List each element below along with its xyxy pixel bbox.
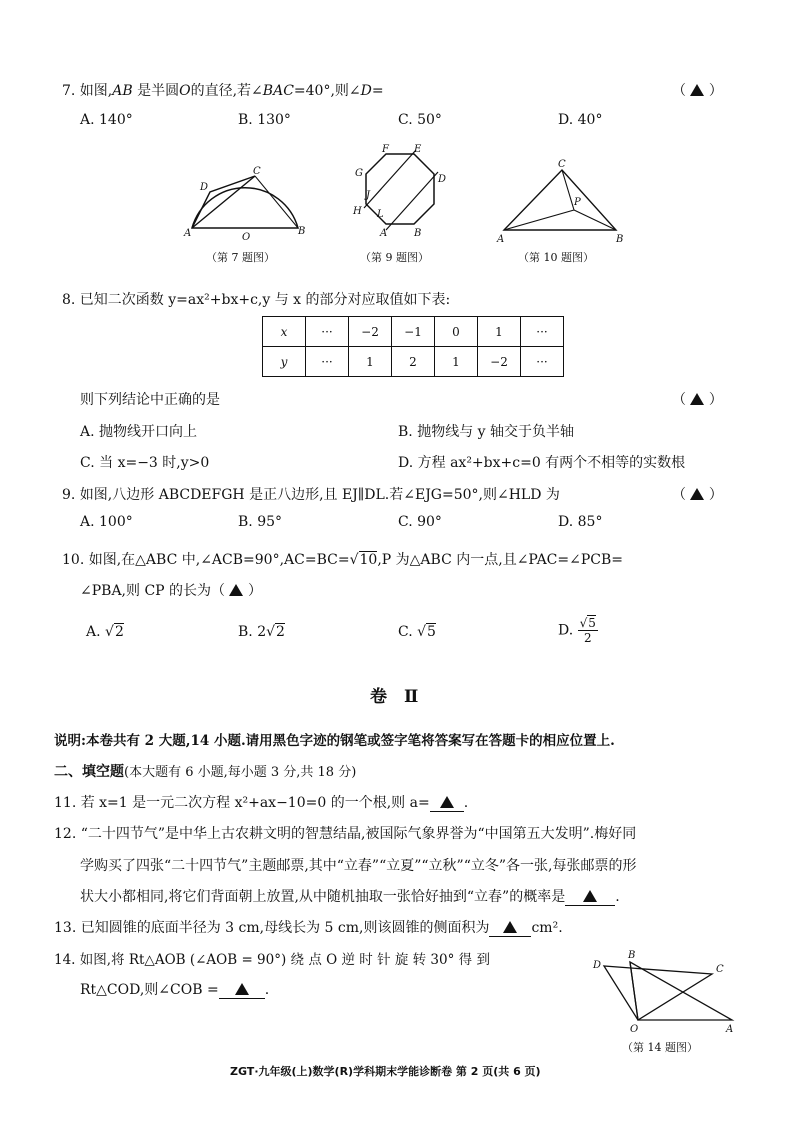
fig7-label-d: D	[200, 182, 209, 193]
table-row	[263, 347, 564, 377]
fig9-label-l: L	[377, 209, 384, 220]
table-cell: ···	[521, 317, 564, 347]
part2-note: 说明:本卷共有 2 大题,14 小题.请用黑色字迹的钢笔或签字笔将答案写在答题卡的相应位置上.	[54, 733, 615, 749]
q8-option-b: B. 抛物线与 y 轴交于负半轴	[398, 424, 574, 440]
table-cell: 1	[349, 347, 392, 377]
q9-option-d: D. 85°	[558, 514, 603, 530]
q10-option-d: D. $\frac{√5}{2}$	[558, 616, 596, 645]
table-cell: −1	[392, 317, 435, 347]
q7-option-d: D. 40°	[558, 112, 603, 128]
figure-q9	[348, 142, 453, 242]
q9-stem: 9. 如图,八边形 ABCDEFGH 是正八边形,且 EJ∥DL.若∠EJG=50°,则∠HLD 为	[62, 487, 560, 503]
q9-option-a: A. 100°	[80, 514, 133, 530]
table-cell: ···	[521, 347, 564, 377]
fig9-label-h: H	[353, 206, 362, 217]
fig9-label-d: D	[438, 174, 447, 185]
q7-option-a: A. 140°	[80, 112, 133, 128]
answer-triangle-icon	[690, 488, 704, 500]
answer-triangle-icon	[503, 921, 517, 933]
q10-line2: ∠PBA,则 CP 的长为（ ）	[80, 583, 262, 599]
table-cell: 1	[478, 317, 521, 347]
answer-blank	[565, 889, 615, 906]
part2-title: 卷 Ⅱ	[370, 687, 419, 707]
figure-q10	[494, 156, 629, 244]
q11-stem: 11. 若 x=1 是一元二次方程 x²+ax−10=0 的一个根,则 a= .	[54, 795, 469, 811]
caption-q14: （第 14 题图）	[622, 1041, 698, 1054]
q9-option-b: B. 95°	[238, 514, 283, 530]
q9-answer-mark: （ ）	[672, 487, 723, 503]
answer-triangle-icon	[229, 584, 243, 596]
answer-blank	[219, 982, 265, 999]
fig7-label-c: C	[253, 166, 261, 177]
table-cell: x	[263, 317, 306, 347]
page-footer: ZGT·九年级(上)数学(R)学科期末学能诊断卷 第 2 页(共 6 页)	[230, 1065, 541, 1078]
q8-answer-mark: （ ）	[672, 392, 723, 408]
fig9-label-j: J	[366, 190, 371, 201]
fig9-label-e: E	[414, 144, 422, 155]
caption-q9: （第 9 题图）	[360, 251, 429, 264]
answer-triangle-icon	[440, 796, 454, 808]
q7-option-c: C. 50°	[398, 112, 442, 128]
fig7-label-a: A	[184, 228, 192, 239]
table-cell: −2	[349, 317, 392, 347]
answer-triangle-icon	[690, 393, 704, 405]
fig10-label-b: B	[616, 234, 624, 244]
q10-option-a: A. √2	[86, 624, 124, 640]
q8-option-d: D. 方程 ax²+bx+c=0 有两个不相等的实数根	[398, 455, 686, 471]
q8-value-table	[262, 316, 564, 377]
fig14-label-o: O	[630, 1024, 639, 1035]
table-row	[263, 317, 564, 347]
figure-q14	[590, 944, 740, 1036]
fig10-label-a: A	[497, 234, 505, 244]
q8-stem: 8. 已知二次函数 y=ax²+bx+c,y 与 x 的部分对应取值如下表:	[62, 292, 451, 308]
fig7-label-b: B	[298, 226, 306, 237]
fig9-label-g: G	[355, 168, 363, 179]
table-cell: ···	[306, 347, 349, 377]
answer-triangle-icon	[690, 84, 704, 96]
table-cell: −2	[478, 347, 521, 377]
q12-line1: 12. “二十四节气”是中华上古农耕文明的智慧结晶,被国际气象界誉为“中国第五大发明”.梅好同	[54, 826, 637, 842]
answer-triangle-icon	[235, 983, 249, 995]
answer-triangle-icon	[583, 890, 597, 902]
q8-option-c: C. 当 x=−3 时,y>0	[80, 455, 210, 471]
fig9-label-f: F	[382, 144, 389, 155]
fig7-label-o: O	[242, 232, 251, 243]
q14-line1: 14. 如图,将 Rt△AOB (∠AOB = 90°) 绕 点 O 逆 时 针 旋 转 30° 得 到	[54, 952, 490, 968]
table-cell: ···	[306, 317, 349, 347]
fig10-label-c: C	[558, 159, 566, 170]
table-cell: 1	[435, 347, 478, 377]
q8-option-a: A. 抛物线开口向上	[80, 424, 198, 440]
q14-line2: Rt△COD,则∠COB = .	[80, 982, 270, 998]
q12-line2: 学购买了四张“二十四节气”主题邮票,其中“立春”“立夏”“立秋”“立冬”各一张,每张邮票的形	[80, 858, 637, 874]
table-cell: 0	[435, 317, 478, 347]
caption-q7: （第 7 题图）	[206, 251, 275, 264]
q7-stem: 7. 如图,AB 是半圆O的直径,若∠BAC=40°,则∠D=	[62, 83, 384, 99]
fig10-label-p: P	[574, 197, 581, 208]
q10-line1: 10. 如图,在△ABC 中,∠ACB=90°,AC=BC=√10,P 为△ABC 内一点,且∠PAC=∠PCB=	[62, 552, 623, 568]
section-fill-blank-heading: 二、填空题(本大题有 6 小题,每小题 3 分,共 18 分)	[54, 764, 357, 780]
fig14-label-d: D	[593, 960, 602, 971]
table-cell: 2	[392, 347, 435, 377]
q7-answer-mark: （ ）	[672, 83, 723, 99]
answer-blank	[489, 920, 531, 937]
fig14-label-c: C	[716, 964, 724, 975]
q7-option-b: B. 130°	[238, 112, 291, 128]
q9-option-c: C. 90°	[398, 514, 442, 530]
q13-stem: 13. 已知圆锥的底面半径为 3 cm,母线长为 5 cm,则该圆锥的侧面积为 cm².	[54, 920, 563, 936]
fig14-label-b: B	[628, 950, 636, 961]
q10-option-b: B. 2√2	[238, 624, 285, 640]
q8-prompt: 则下列结论中正确的是	[80, 392, 220, 408]
fig9-label-a: A	[380, 228, 388, 239]
fig9-label-b: B	[414, 228, 422, 239]
fraction: $\frac{√5}{2}$	[579, 616, 596, 645]
figure-q7	[180, 160, 310, 245]
answer-blank	[430, 795, 464, 812]
q12-line3: 状大小都相同,将它们背面朝上放置,从中随机抽取一张恰好抽到“立春”的概率是 .	[80, 889, 620, 905]
table-cell: y	[263, 347, 306, 377]
q10-option-c: C. √5	[398, 624, 436, 640]
fig14-label-a: A	[726, 1024, 734, 1035]
caption-q10: （第 10 题图）	[518, 251, 594, 264]
